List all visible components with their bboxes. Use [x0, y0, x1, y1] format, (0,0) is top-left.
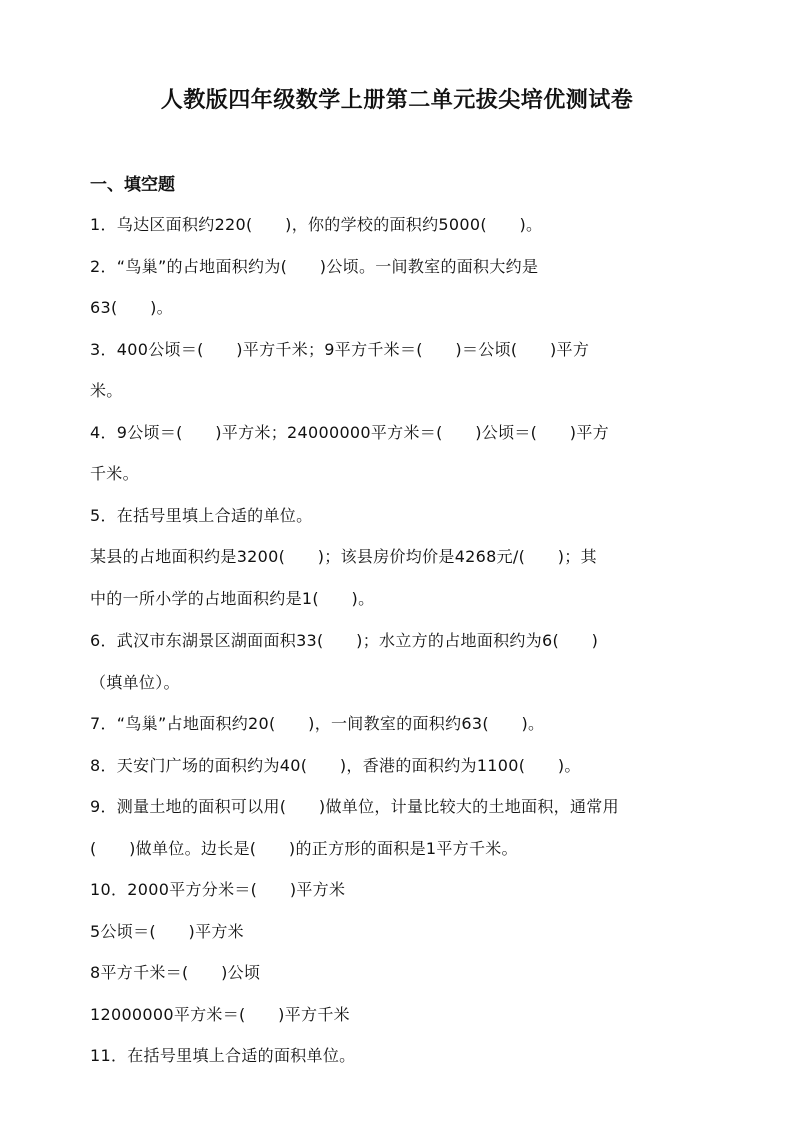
page-title: 人教版四年级数学上册第二单元拔尖培优测试卷 [160, 87, 634, 113]
section-heading: 一、填空题 [90, 175, 175, 195]
question-line: 63( )。 [90, 298, 173, 317]
question-line: （填单位）。 [90, 673, 180, 692]
question-line: 2．“鸟巢”的占地面积约为( )公顷。一间教室的面积大约是 [90, 257, 539, 276]
question-line: 1．乌达区面积约220( )，你的学校的面积约5000( )。 [90, 215, 543, 234]
question-line: 8平方千米＝( )公顷 [90, 963, 261, 982]
question-line: 4．9公顷＝( )平方米；24000000平方米＝( )公顷＝( )平方 [90, 423, 609, 442]
question-line: 8．天安门广场的面积约为40( )，香港的面积约为1100( )。 [90, 756, 581, 775]
question-line: ( )做单位。边长是( )的正方形的面积是1平方千米。 [90, 839, 518, 858]
question-line: 千米。 [90, 464, 139, 483]
question-line: 6．武汉市东湖景区湖面面积33( )；水立方的占地面积约为6( ) [90, 631, 599, 650]
question-line: 7．“鸟巢”占地面积约20( )，一间教室的面积约63( )。 [90, 714, 545, 733]
question-line: 3．400公顷＝( )平方千米；9平方千米＝( )＝公顷( )平方 [90, 340, 590, 359]
question-line: 米。 [90, 381, 123, 400]
question-line: 12000000平方米＝( )平方千米 [90, 1005, 350, 1024]
question-line: 5．在括号里填上合适的单位。 [90, 506, 313, 525]
question-line: 11．在括号里填上合适的面积单位。 [90, 1046, 356, 1065]
question-line: 9．测量土地的面积可以用( )做单位，计量比较大的土地面积，通常用 [90, 797, 619, 816]
question-line: 某县的占地面积约是3200( )；该县房价均价是4268元/( )；其 [90, 547, 597, 566]
question-line: 10．2000平方分米＝( )平方米 [90, 880, 346, 899]
question-line: 5公顷＝( )平方米 [90, 922, 244, 941]
question-line: 中的一所小学的占地面积约是1( )。 [90, 589, 375, 608]
